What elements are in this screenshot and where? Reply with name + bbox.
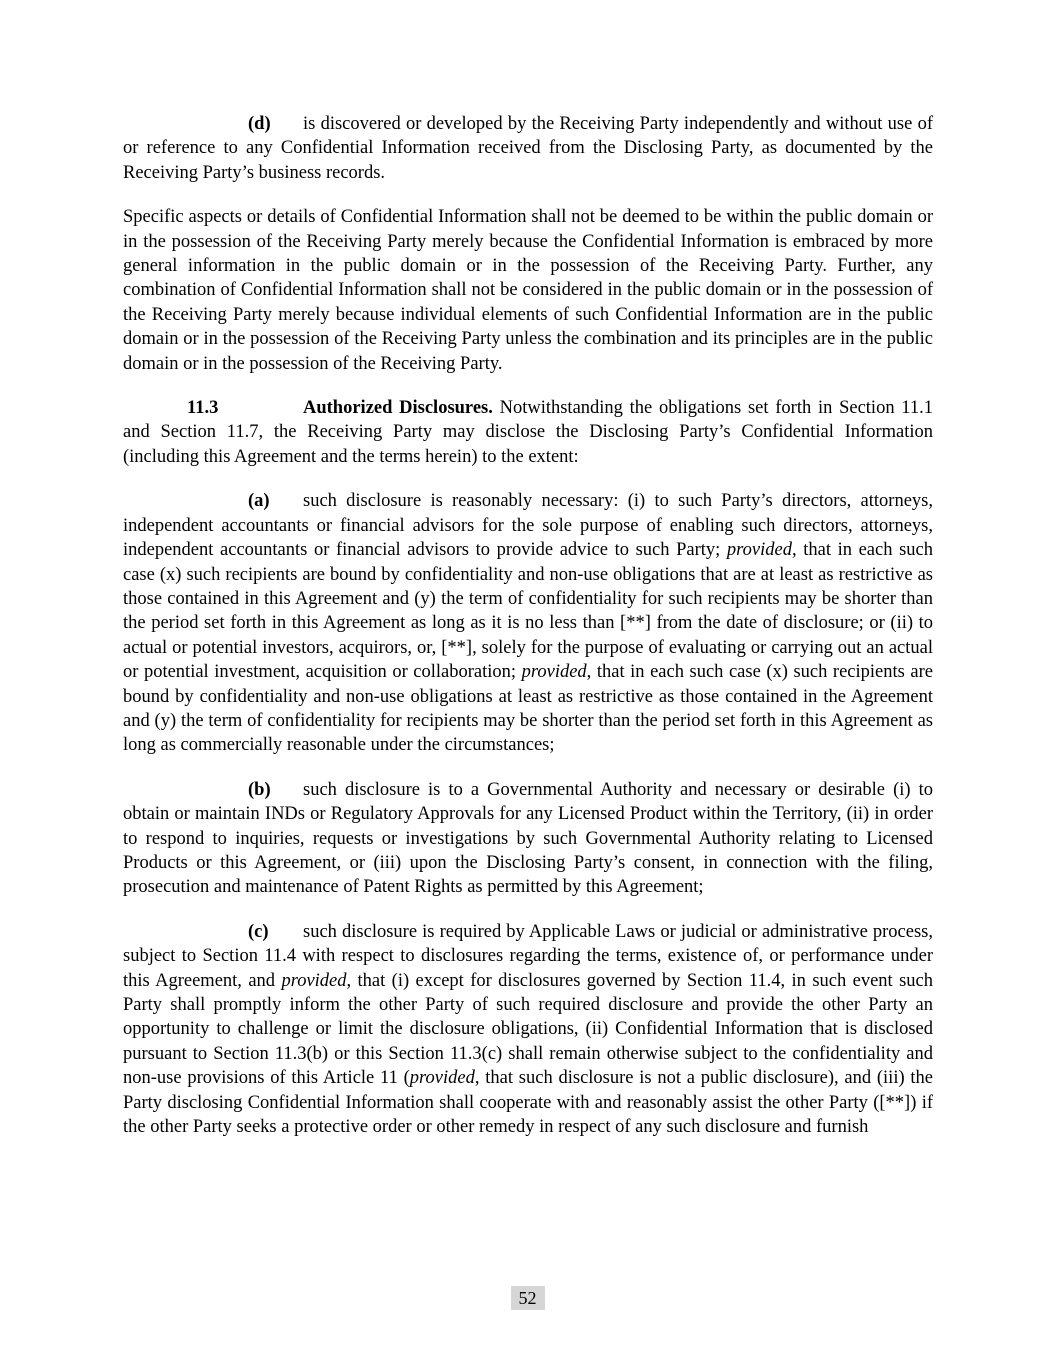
clause-a-text-2: , that in each such case (x) such recipients are bound by confidentiality and non-use obligations that are at least as restrictive as those contained in this Agreement and (y) the term of confidentiality for such recipients may be shorter than the period set forth in this Agreement as long as it is no less than [**] from the date of disclosure; or (ii) to actual or potential investors, acquirors, or, [**], solely for the purpose of evaluating or carrying out an actual or potential investment, acquisition or collaboration;: [123, 540, 933, 683]
clause-a-label: (a): [248, 491, 270, 512]
page-footer: [0, 1286, 1055, 1310]
section-11-3-title: Authorized Disclosures.: [303, 398, 493, 419]
clause-c-text-2: , that (i) except for disclosures governed by Section 11.4, in such event such Party shall promptly inform the other Party of such required disclosure and provide the other Party an opportunity to challenge or limit the disclosure obligations, (ii) Confidential Information that is disclosed pursuant to Section 11.3(b) or this Section 11.3(c) shall remain otherwise subject to the confidentiality and non-use provisions of this Article 11 (: [123, 970, 934, 1089]
clause-c-provided-2: provided: [409, 1068, 475, 1089]
clause-a-provided-1: provided: [726, 540, 792, 561]
clause-c-paragraph: [123, 920, 933, 1140]
clause-a-text-3: , that in each such case (x) such recipients are bound by confidentiality and non-use obligations at least as restrictive as those contained in the Agreement and (y) the term of confidentiality for recipients may be shorter than the period set forth in this Agreement as long as commercially reasonable under the circumstances;: [123, 662, 933, 756]
public-domain-paragraph: [123, 205, 933, 376]
page-number: 52: [511, 1286, 545, 1310]
clause-a-provided-2: provided: [521, 662, 587, 683]
clause-c-text-1: such disclosure is required by Applicable Laws or judicial or administrative process, subject to Section 11.4 with respect to disclosures regarding the terms, existence of, or performance under this Agreement, and: [123, 921, 933, 991]
clause-c-label: (c): [248, 921, 269, 942]
clause-b-paragraph: [123, 778, 933, 900]
section-11-3-number: 11.3: [187, 398, 219, 419]
clause-b-text: such disclosure is to a Governmental Authority and necessary or desirable (i) to obtain or maintain INDs or Regulatory Approvals for any Licensed Product within the Territory, (ii) in order to respond to inquiries, requests or investigations by such Governmental Authority relating to Licensed Products or this Agreement, or (iii) upon the Disclosing Party’s consent, in connection with the filing, prosecution and maintenance of Patent Rights as permitted by this Agreement;: [123, 779, 933, 898]
clause-d-paragraph: [123, 112, 933, 185]
clause-c-provided-1: provided: [281, 970, 347, 991]
clause-d-text: is discovered or developed by the Receiving Party independently and without use of or reference to any Confidential Information received from the Disclosing Party, as documented by the Receiving Party’s business records.: [123, 114, 933, 183]
clause-b-label: (b): [248, 779, 271, 800]
section-11-3-body: Notwithstanding the obligations set forth in Section 11.1 and Section 11.7, the Receiving Party may disclose the Disclosing Party’s Confidential Information (including this Agreement and the terms herein) to the extent:: [123, 398, 933, 467]
clause-c-text-3: , that such disclosure is not a public disclosure), and (iii) the Party disclosing Confidential Information shall cooperate with and reasonably assist the other Party ([**]) if the other Party seeks a protective order or other remedy in respect of any such disclosure and furnish: [123, 1068, 933, 1138]
clause-a-text-1: such disclosure is reasonably necessary: (i) to such Party’s directors, attorneys, independent accountants or financial advisors for the sole purpose of enabling such directors, attorneys, independent accountants or financial advisors to provide advice to such Party;: [123, 491, 933, 561]
public-domain-text: Specific aspects or details of Confidential Information shall not be deemed to be within the public domain or in the possession of the Receiving Party merely because the Confidential Information is embraced by more general information in the public domain or in the possession of the Receiving Party. Further, any combination of Confidential Information shall not be considered in the public domain or in the possession of the Receiving Party merely because individual elements of such Confidential Information are in the public domain or in the possession of the Receiving Party unless the combination and its principles are in the public domain or in the possession of the Receiving Party.: [123, 207, 933, 374]
clause-d-label: (d): [248, 114, 271, 134]
clause-a-paragraph: [123, 489, 933, 757]
section-11-3-paragraph: [123, 396, 933, 469]
